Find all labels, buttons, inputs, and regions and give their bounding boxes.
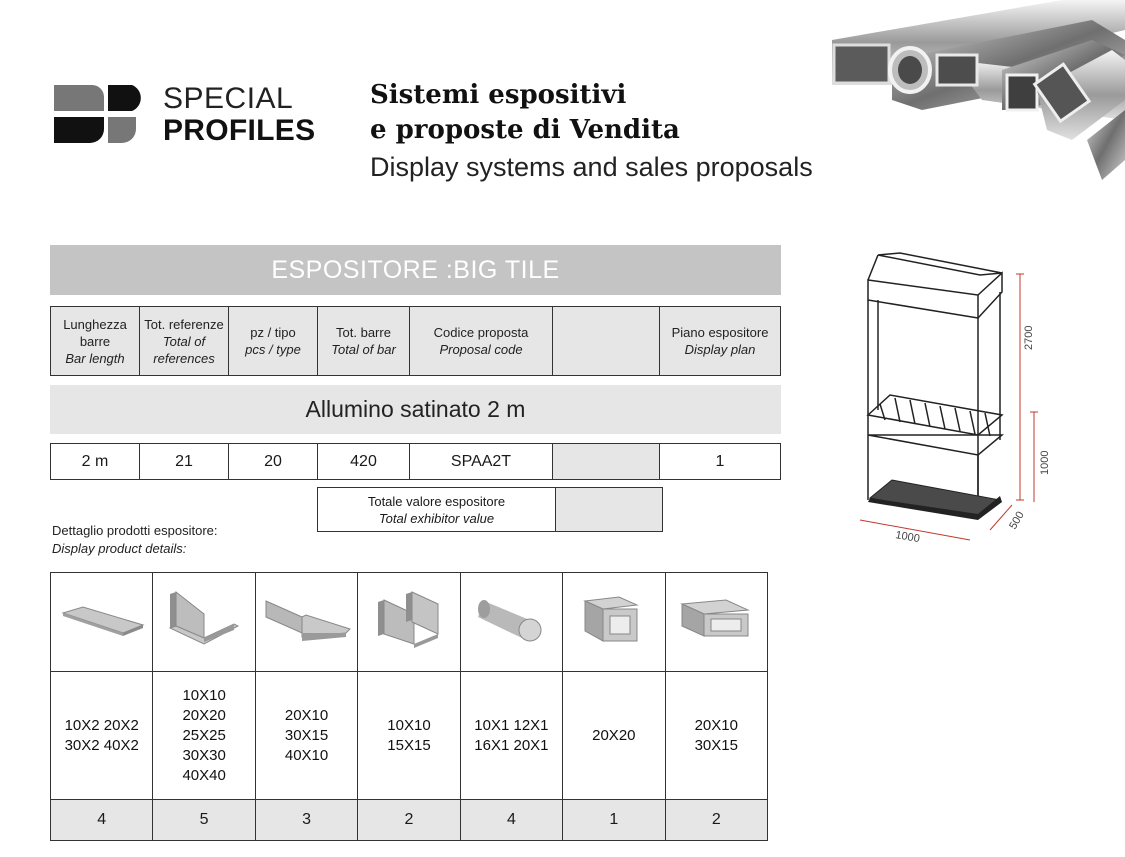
material-banner: Allumino satinato 2 m (50, 385, 781, 434)
size-line: 20X10 (694, 716, 738, 734)
size-line: 40X10 (284, 746, 329, 764)
value-bar-length: 2 m (51, 444, 140, 480)
size-line: 20X20 (592, 726, 636, 744)
total-label-en: Total exhibitor value (378, 510, 495, 526)
product-count: 2 (358, 800, 460, 841)
size-line: 25X25 (182, 726, 226, 744)
col-label-en: Proposal code (439, 342, 523, 357)
col-label-en: pcs / type (245, 342, 301, 357)
flat-bar-icon (59, 595, 145, 645)
round-bar-icon (476, 595, 546, 645)
page-title-line-2: e proposte di Vendita (370, 115, 680, 145)
square-tube-icon (579, 591, 649, 649)
unequal-angle-icon (262, 593, 352, 647)
col-label-it: Tot. referenze (144, 316, 224, 332)
page-subtitle: Display systems and sales proposals (370, 152, 813, 182)
col-display-plan (660, 307, 781, 376)
product-cell (255, 573, 357, 672)
size-line: 30X2 40X2 (64, 736, 139, 754)
value-proposal-code: SPAA2T (410, 444, 553, 480)
product-sizes (153, 672, 255, 800)
size-line: 16X1 20X1 (474, 736, 549, 754)
value-total-references: 21 (140, 444, 229, 480)
products-table (50, 572, 768, 841)
col-label-en: Total of references (153, 333, 215, 366)
product-cell (665, 573, 767, 672)
col-label-en: Total of bar (331, 342, 396, 357)
size-line: 30X15 (694, 736, 738, 754)
col-label-it: pz / tipo (250, 325, 296, 340)
product-cell (460, 573, 562, 672)
rectangular-tube-icon (678, 596, 754, 644)
product-count: 2 (665, 800, 767, 841)
col-label-it: Codice proposta (433, 325, 529, 340)
total-value (556, 488, 663, 532)
col-label-it: Lunghezza barre (63, 316, 127, 349)
col-label-it: Piano espositore (671, 325, 769, 340)
size-line: 10X10 (182, 686, 226, 704)
value-total-bar: 420 (318, 444, 410, 480)
dimension-height-total: 2700 (1023, 325, 1035, 350)
dimension-width: 1000 (894, 529, 921, 546)
value-empty (553, 444, 660, 480)
col-label-en: Bar length (65, 350, 125, 366)
total-label (318, 488, 556, 532)
product-cell (563, 573, 665, 672)
page-title-line-1: Sistemi espositivi (370, 80, 627, 110)
product-count: 1 (563, 800, 665, 841)
values-table (50, 443, 781, 480)
col-label-en: Display plan (684, 342, 756, 357)
size-line: 30X15 (284, 726, 329, 744)
size-line: 20X20 (182, 706, 226, 724)
product-details-label-en: Display product details: (52, 541, 187, 556)
display-unit-drawing (840, 240, 1080, 560)
product-details-label-it: Dettaglio prodotti espositore: (52, 523, 218, 538)
angle-profile-icon (164, 590, 244, 650)
size-line: 10X2 20X2 (64, 716, 139, 734)
value-pcs-type: 20 (229, 444, 318, 480)
col-empty (553, 307, 660, 376)
size-line: 20X10 (284, 706, 329, 724)
col-total-bar (318, 307, 410, 376)
product-count: 5 (153, 800, 255, 841)
dimension-depth: 500 (1007, 509, 1027, 532)
size-line: 40X40 (182, 766, 226, 784)
header-table (50, 306, 781, 376)
col-pcs-type (229, 307, 318, 376)
total-label-it: Totale valore espositore (367, 493, 506, 509)
dimension-height-lower: 1000 (1039, 450, 1051, 475)
product-sizes (563, 672, 665, 800)
product-sizes (358, 672, 460, 800)
product-sizes (665, 672, 767, 800)
product-cell (51, 573, 153, 672)
size-line: 30X30 (182, 746, 226, 764)
product-sizes (255, 672, 357, 800)
product-count: 3 (255, 800, 357, 841)
size-line: 15X15 (387, 736, 431, 754)
size-line: 10X10 (387, 716, 431, 734)
product-cell (153, 573, 255, 672)
brand-line-2: PROFILES (163, 114, 316, 147)
value-display-plan: 1 (660, 444, 781, 480)
product-count: 4 (460, 800, 562, 841)
product-sizes (460, 672, 562, 800)
brand-line-1: SPECIAL (163, 82, 294, 115)
u-channel-icon (374, 590, 444, 650)
col-label-it: Tot. barre (336, 325, 391, 340)
product-count: 4 (51, 800, 153, 841)
aluminium-profiles-photo (832, 0, 1125, 195)
col-bar-length (51, 307, 140, 376)
product-sizes (51, 672, 153, 800)
product-cell (358, 573, 460, 672)
col-proposal-code (410, 307, 553, 376)
col-total-references (140, 307, 229, 376)
total-table (317, 487, 663, 532)
size-line: 10X1 12X1 (474, 716, 549, 734)
display-title-banner: ESPOSITORE :BIG TILE (50, 245, 781, 295)
